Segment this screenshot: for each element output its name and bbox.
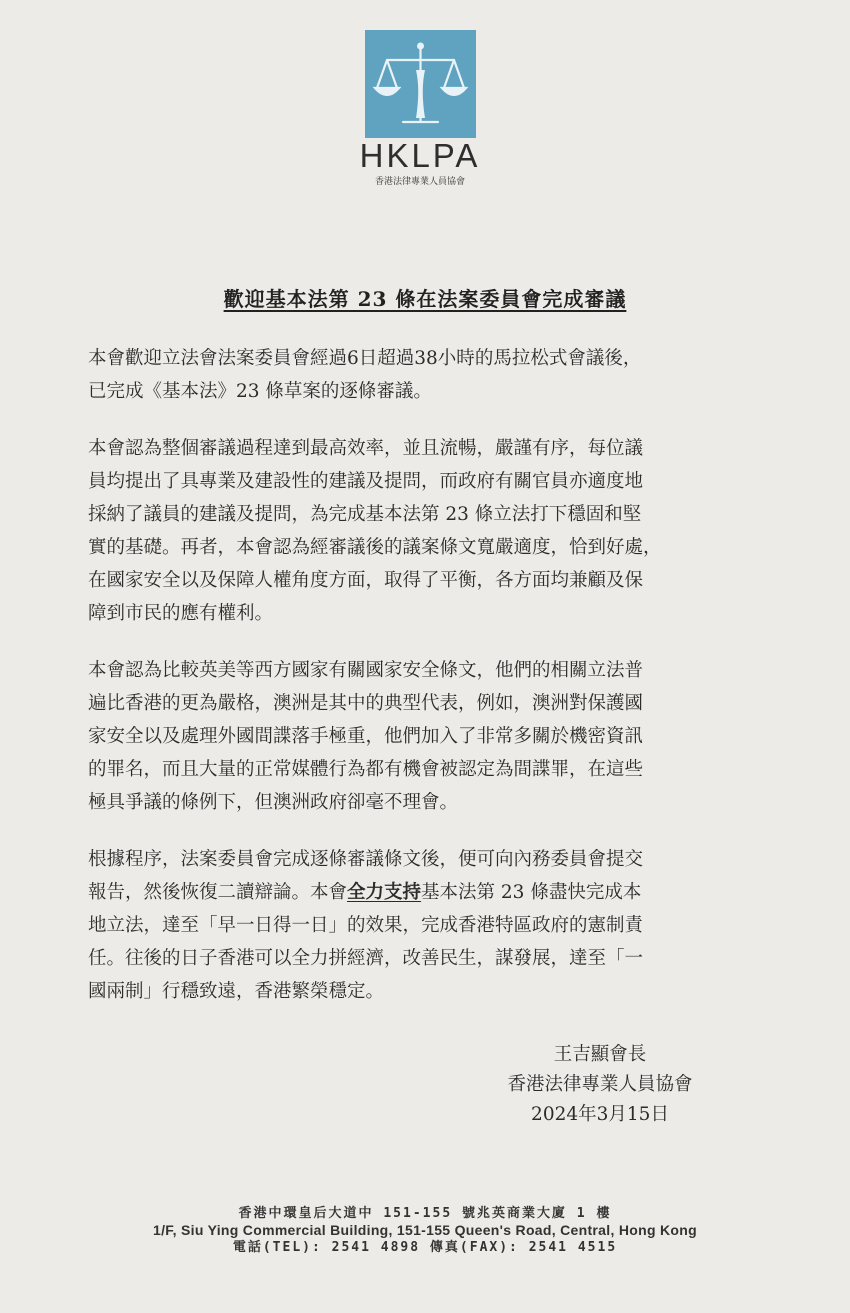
signatory-organization: 香港法律專業人員協會 bbox=[507, 1074, 693, 1095]
paragraph-line bbox=[88, 882, 641, 903]
logo-abbreviation: HKLPA bbox=[359, 137, 481, 174]
paragraph-line: 本會認為整個審議過程達到最高效率，並且流暢，嚴謹有序，每位議 bbox=[88, 438, 644, 459]
paragraph-line: 採納了議員的建議及提問，為完成基本法第 23 條立法打下穩固和堅 bbox=[88, 504, 642, 525]
paragraph-line: 本會認為比較英美等西方國家有關國家安全條文，他們的相關立法普 bbox=[88, 660, 644, 681]
paragraph-line: 任。往後的日子香港可以全力拼經濟，改善民生，謀發展，達至「一 bbox=[88, 948, 644, 969]
address-chinese: 香港中環皇后大道中 151-155 號兆英商業大廈 1 樓 bbox=[238, 1206, 612, 1221]
paragraph-line: 本會歡迎立法會法案委員會經過6日超過38小時的馬拉松式會議後， bbox=[88, 348, 642, 369]
letter-body bbox=[88, 342, 778, 1032]
paragraph-line: 的罪名，而且大量的正常媒體行為都有機會被認定為間諜罪，在這些 bbox=[88, 759, 644, 780]
paragraph-line: 實的基礎。再者，本會認為經審議後的議案條文寬嚴適度，恰到好處， bbox=[88, 537, 662, 558]
address-english: 1/F, Siu Ying Commercial Building, 151-155 Queen's Road, Central, Hong Kong bbox=[153, 1222, 697, 1238]
signature-date: 2024年3月15日 bbox=[531, 1104, 669, 1125]
paragraph-line: 家安全以及處理外國間諜落手極重，他們加入了非常多關於機密資訊 bbox=[88, 726, 644, 747]
paragraph-line: 員均提出了具專業及建設性的建議及提問，而政府有關官員亦適度地 bbox=[88, 471, 644, 492]
phone-fax: 電話(TEL): 2541 4898 傳真(FAX): 2541 4515 bbox=[232, 1240, 618, 1255]
letterhead-footer bbox=[80, 1205, 770, 1256]
paragraph-4 bbox=[88, 843, 778, 1008]
logo-chinese-name: 香港法律專業人員協會 bbox=[374, 177, 465, 187]
paragraph-line: 遍比香港的更為嚴格，澳洲是其中的典型代表，例如，澳洲對保護國 bbox=[88, 693, 644, 714]
signature-block bbox=[470, 1040, 730, 1130]
paragraph-text: 基本法第 23 條盡快完成本 bbox=[421, 882, 642, 903]
scales-of-justice-icon bbox=[365, 30, 476, 138]
paragraph-line: 地立法，達至「早一日得一日」的效果，完成香港特區政府的憲制責 bbox=[88, 915, 644, 936]
paragraph-line: 障到市民的應有權利。 bbox=[88, 603, 274, 624]
paragraph-3 bbox=[88, 654, 778, 819]
page-title: 歡迎基本法第 23 條在法案委員會完成審議 bbox=[223, 287, 627, 311]
paragraph-text: 報告，然後恢復二讀辯論。本會 bbox=[88, 882, 348, 903]
signatory-name: 王吉顯會長 bbox=[553, 1044, 647, 1065]
paragraph-1 bbox=[88, 342, 778, 408]
paragraph-line: 根據程序，法案委員會完成逐條審議條文後，便可向內務委員會提交 bbox=[88, 849, 644, 870]
paragraph-line: 國兩制」行穩致遠，香港繁榮穩定。 bbox=[88, 981, 385, 1002]
paragraph-line: 在國家安全以及保障人權角度方面，取得了平衡，各方面均兼顧及保 bbox=[88, 570, 644, 591]
logo-emblem bbox=[365, 30, 476, 138]
paragraph-line: 已完成《基本法》23 條草案的逐條審議。 bbox=[88, 381, 432, 402]
paragraph-2 bbox=[88, 432, 778, 630]
paragraph-line: 極具爭議的條例下，但澳洲政府卻毫不理會。 bbox=[88, 792, 459, 813]
emphasis-full-support: 全力支持 bbox=[347, 882, 422, 903]
